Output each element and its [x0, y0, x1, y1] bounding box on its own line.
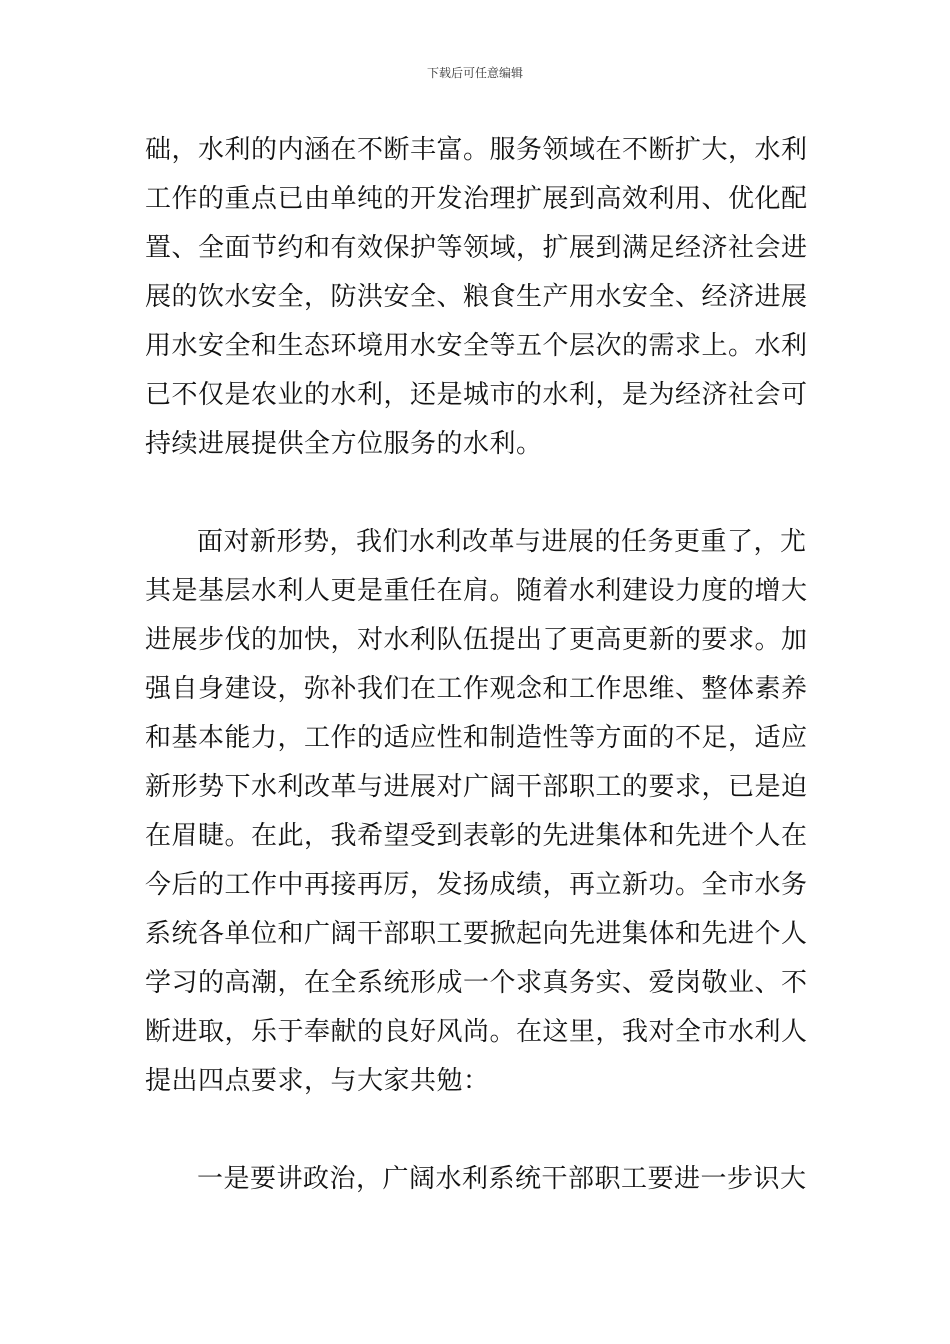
- text-line: 工作的重点已由单纯的开发治理扩展到高效利用、优化配: [145, 184, 808, 214]
- text-line: 已不仅是农业的水利，还是城市的水利，是为经济社会可: [145, 380, 808, 410]
- paragraph-spacer: [145, 469, 809, 518]
- text-line: 系统各单位和广阔干部职工要掀起向先进集体和先进个人: [145, 919, 808, 949]
- paragraph-2: [145, 518, 809, 1106]
- text-line: 进展步伐的加快，对水利队伍提出了更高更新的要求。加: [145, 625, 808, 655]
- text-line: 提出四点要求，与大家共勉：: [145, 1066, 490, 1096]
- text-line: 一是要讲政治，广阔水利系统干部职工要进一步识大: [197, 1164, 807, 1194]
- text-line: 强自身建设，弥补我们在工作观念和工作思维、整体素养: [145, 674, 808, 704]
- text-line: 断进取，乐于奉献的良好风尚。在这里，我对全市水利人: [145, 1017, 808, 1047]
- text-line: 在眉睫。在此，我希望受到表彰的先进集体和先进个人在: [145, 821, 808, 851]
- text-line: 今后的工作中再接再厉，发扬成绩，再立新功。全市水务: [145, 870, 808, 900]
- text-line: 置、全面节约和有效保护等领域，扩展到满足经济社会进: [145, 233, 808, 263]
- paragraph-3: [145, 1155, 809, 1204]
- text-line: 新形势下水利改革与进展对广阔干部职工的要求，已是迫: [145, 772, 808, 802]
- text-line: 础，水利的内涵在不断丰富。服务领域在不断扩大，水利: [145, 135, 808, 165]
- text-line: 持续进展提供全方位服务的水利。: [145, 429, 543, 459]
- text-line: 用水安全和生态环境用水安全等五个层次的需求上。水利: [145, 331, 808, 361]
- text-line: 学习的高潮，在全系统形成一个求真务实、爱岗敬业、不: [145, 968, 808, 998]
- text-line: 和基本能力，工作的适应性和制造性等方面的不足，适应: [145, 723, 808, 753]
- text-line: 其是基层水利人更是重任在肩。随着水利建设力度的增大: [145, 576, 808, 606]
- paragraph-1: [145, 126, 809, 469]
- text-line: 展的饮水安全，防洪安全、粮食生产用水安全、经济进展: [145, 282, 808, 312]
- paragraph-spacer: [145, 1106, 809, 1155]
- document-body: [145, 126, 809, 1204]
- page-header: 下载后可任意编辑: [426, 66, 523, 80]
- text-line: 面对新形势，我们水利改革与进展的任务更重了，尤: [197, 527, 807, 557]
